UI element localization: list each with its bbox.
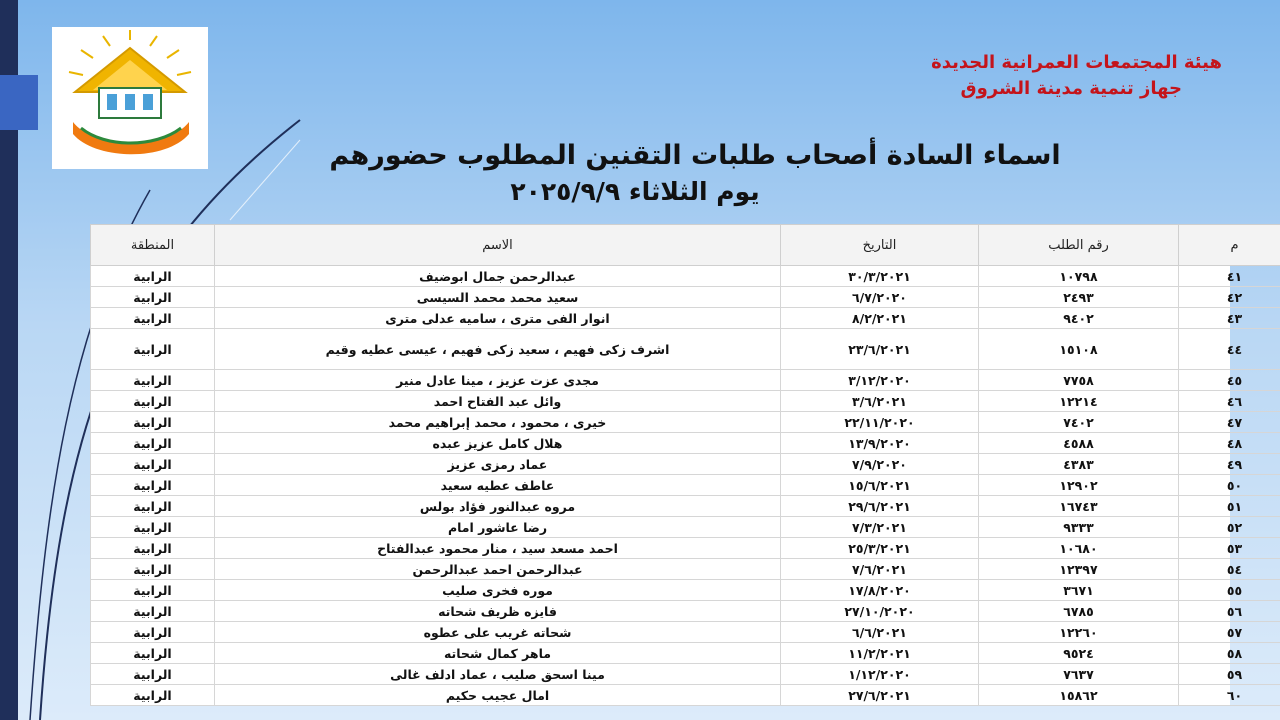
row-number-cell: ٥٨ <box>1179 643 1280 664</box>
applicant-name-cell: عاطف عطيه سعيد <box>215 475 781 496</box>
applicant-name-cell: خيرى ، محمود ، محمد إبراهيم محمد <box>215 412 781 433</box>
applicant-name-cell: ماهر كمال شحاته <box>215 643 781 664</box>
row-number-cell: ٦٠ <box>1179 685 1280 706</box>
zone-cell: الرابية <box>91 308 215 329</box>
table-row <box>91 580 1280 601</box>
request-number-cell: ١٢٢٦٠ <box>979 622 1179 643</box>
request-number-cell: ١٢٩٠٢ <box>979 475 1179 496</box>
title-date-line: يوم الثلاثاء ٢٠٢٥/٩/٩ <box>510 177 760 206</box>
request-number-cell: ٦٧٨٥ <box>979 601 1179 622</box>
table-row <box>91 559 1280 580</box>
col-header-request-number: رقم الطلب <box>979 225 1179 266</box>
request-number-cell: ٤٥٨٨ <box>979 433 1179 454</box>
row-number-cell: ٥٢ <box>1179 517 1280 538</box>
applicant-name-cell: امال عجيب حكيم <box>215 685 781 706</box>
request-date-cell: ٢٥/٣/٢٠٢١ <box>781 538 979 559</box>
col-header-date: التاريخ <box>781 225 979 266</box>
applicant-name-cell: مروه عبدالنور فؤاد بولس <box>215 496 781 517</box>
applicant-name-cell: موره فخرى صليب <box>215 580 781 601</box>
row-number-cell: ٤٤ <box>1179 329 1280 370</box>
request-date-cell: ٧/٩/٢٠٢٠ <box>781 454 979 475</box>
zone-cell: الرابية <box>91 622 215 643</box>
table-row <box>91 370 1280 391</box>
row-number-cell: ٤٩ <box>1179 454 1280 475</box>
zone-cell: الرابية <box>91 391 215 412</box>
zone-cell: الرابية <box>91 580 215 601</box>
row-number-cell: ٥٤ <box>1179 559 1280 580</box>
request-number-cell: ١٠٧٩٨ <box>979 266 1179 287</box>
zone-cell: الرابية <box>91 517 215 538</box>
request-date-cell: ٣٠/٣/٢٠٢١ <box>781 266 979 287</box>
applicant-name-cell: فايزه ظريف شحاته <box>215 601 781 622</box>
row-number-cell: ٥٠ <box>1179 475 1280 496</box>
zone-cell: الرابية <box>91 433 215 454</box>
request-number-cell: ٢٤٩٣ <box>979 287 1179 308</box>
row-number-cell: ٤١ <box>1179 266 1280 287</box>
table-row <box>91 308 1280 329</box>
request-number-cell: ١٠٦٨٠ <box>979 538 1179 559</box>
zone-cell: الرابية <box>91 643 215 664</box>
applicant-name-cell: اشرف زكى فهيم ، سعيد زكى فهيم ، عيسى عطيه وقيم <box>215 329 781 370</box>
request-date-cell: ٧/٦/٢٠٢١ <box>781 559 979 580</box>
page-title <box>0 140 1280 206</box>
table-row <box>91 622 1280 643</box>
zone-cell: الرابية <box>91 685 215 706</box>
request-date-cell: ١/١٢/٢٠٢٠ <box>781 664 979 685</box>
request-date-cell: ٣/٦/٢٠٢١ <box>781 391 979 412</box>
request-number-cell: ٩٣٣٣ <box>979 517 1179 538</box>
table-row <box>91 538 1280 559</box>
row-number-cell: ٥٧ <box>1179 622 1280 643</box>
request-date-cell: ٣/١٢/٢٠٢٠ <box>781 370 979 391</box>
row-number-cell: ٥١ <box>1179 496 1280 517</box>
request-number-cell: ١٥٨٦٢ <box>979 685 1179 706</box>
title-line1: اسماء السادة أصحاب طلبات التقنين المطلوب حضورهم <box>329 140 1061 171</box>
request-date-cell: ٢٣/٦/٢٠٢١ <box>781 329 979 370</box>
request-date-cell: ٦/٦/٢٠٢١ <box>781 622 979 643</box>
request-number-cell: ١٦٧٤٣ <box>979 496 1179 517</box>
col-header-name: الاسم <box>215 225 781 266</box>
row-number-cell: ٥٦ <box>1179 601 1280 622</box>
applicant-name-cell: مينا اسحق صليب ، عماد ادلف غالى <box>215 664 781 685</box>
request-date-cell: ٢٧/٦/٢٠٢١ <box>781 685 979 706</box>
applicant-name-cell: عماد رمزى عزيز <box>215 454 781 475</box>
zone-cell: الرابية <box>91 329 215 370</box>
applicant-name-cell: عبدالرحمن احمد عبدالرحمن <box>215 559 781 580</box>
table-header-row <box>91 225 1280 266</box>
request-date-cell: ٨/٢/٢٠٢١ <box>781 308 979 329</box>
zone-cell: الرابية <box>91 412 215 433</box>
request-date-cell: ٢٧/١٠/٢٠٢٠ <box>781 601 979 622</box>
table-row <box>91 496 1280 517</box>
row-number-cell: ٤٧ <box>1179 412 1280 433</box>
row-number-cell: ٤٣ <box>1179 308 1280 329</box>
table-row <box>91 517 1280 538</box>
row-number-cell: ٤٦ <box>1179 391 1280 412</box>
request-date-cell: ١٣/٩/٢٠٢٠ <box>781 433 979 454</box>
request-number-cell: ١٢٣٩٧ <box>979 559 1179 580</box>
attendees-table-panel <box>90 224 1243 706</box>
org-authority: جهاز تنمية مدينة الشروق <box>960 78 1182 99</box>
table-row <box>91 475 1280 496</box>
zone-cell: الرابية <box>91 370 215 391</box>
applicant-name-cell: رضا عاشور امام <box>215 517 781 538</box>
left-accent-block <box>0 75 38 130</box>
request-number-cell: ١٢٢١٤ <box>979 391 1179 412</box>
applicant-name-cell: وائل عبد الفتاح احمد <box>215 391 781 412</box>
applicant-name-cell: مجدى عزت عزيز ، مينا عادل منير <box>215 370 781 391</box>
request-number-cell: ٧٧٥٨ <box>979 370 1179 391</box>
row-number-cell: ٥٩ <box>1179 664 1280 685</box>
table-row <box>91 287 1280 308</box>
table-row <box>91 664 1280 685</box>
zone-cell: الرابية <box>91 496 215 517</box>
request-number-cell: ٣٦٧١ <box>979 580 1179 601</box>
applicant-name-cell: سعيد محمد محمد السيسى <box>215 287 781 308</box>
request-date-cell: ٦/٧/٢٠٢٠ <box>781 287 979 308</box>
zone-cell: الرابية <box>91 664 215 685</box>
applicant-name-cell: احمد مسعد سيد ، منار محمود عبدالفتاح <box>215 538 781 559</box>
request-number-cell: ٩٤٠٢ <box>979 308 1179 329</box>
table-row <box>91 601 1280 622</box>
row-number-cell: ٤٥ <box>1179 370 1280 391</box>
zone-cell: الرابية <box>91 559 215 580</box>
row-number-cell: ٥٥ <box>1179 580 1280 601</box>
request-date-cell: ١١/٢/٢٠٢١ <box>781 643 979 664</box>
applicant-name-cell: عبدالرحمن جمال ابوضيف <box>215 266 781 287</box>
table-row <box>91 329 1280 370</box>
request-date-cell: ١٥/٦/٢٠٢١ <box>781 475 979 496</box>
request-date-cell: ٢٢/١١/٢٠٢٠ <box>781 412 979 433</box>
request-date-cell: ٧/٣/٢٠٢١ <box>781 517 979 538</box>
table-row <box>91 391 1280 412</box>
table-row <box>91 412 1280 433</box>
request-date-cell: ١٧/٨/٢٠٢٠ <box>781 580 979 601</box>
row-number-cell: ٥٣ <box>1179 538 1280 559</box>
table-row <box>91 266 1280 287</box>
applicant-name-cell: هلال كامل عزيز عبده <box>215 433 781 454</box>
attendees-table <box>90 224 1280 706</box>
table-row <box>91 433 1280 454</box>
col-header-number: م <box>1179 225 1280 266</box>
row-number-cell: ٤٨ <box>1179 433 1280 454</box>
zone-cell: الرابية <box>91 538 215 559</box>
col-header-zone: المنطقة <box>91 225 215 266</box>
zone-cell: الرابية <box>91 266 215 287</box>
org-name: هيئة المجتمعات العمرانية الجديدة <box>931 52 1222 73</box>
table-row <box>91 454 1280 475</box>
zone-cell: الرابية <box>91 601 215 622</box>
request-date-cell: ٢٩/٦/٢٠٢١ <box>781 496 979 517</box>
request-number-cell: ٧٦٣٧ <box>979 664 1179 685</box>
table-row <box>91 685 1280 706</box>
request-number-cell: ٧٤٠٢ <box>979 412 1179 433</box>
request-number-cell: ١٥١٠٨ <box>979 329 1179 370</box>
request-number-cell: ٩٥٢٤ <box>979 643 1179 664</box>
applicant-name-cell: شحاته غريب على عطوه <box>215 622 781 643</box>
table-row <box>91 643 1280 664</box>
zone-cell: الرابية <box>91 475 215 496</box>
row-number-cell: ٤٢ <box>1179 287 1280 308</box>
request-number-cell: ٤٣٨٣ <box>979 454 1179 475</box>
zone-cell: الرابية <box>91 287 215 308</box>
organization-header <box>931 50 1222 102</box>
zone-cell: الرابية <box>91 454 215 475</box>
applicant-name-cell: انوار الفى مترى ، ساميه عدلى مترى <box>215 308 781 329</box>
